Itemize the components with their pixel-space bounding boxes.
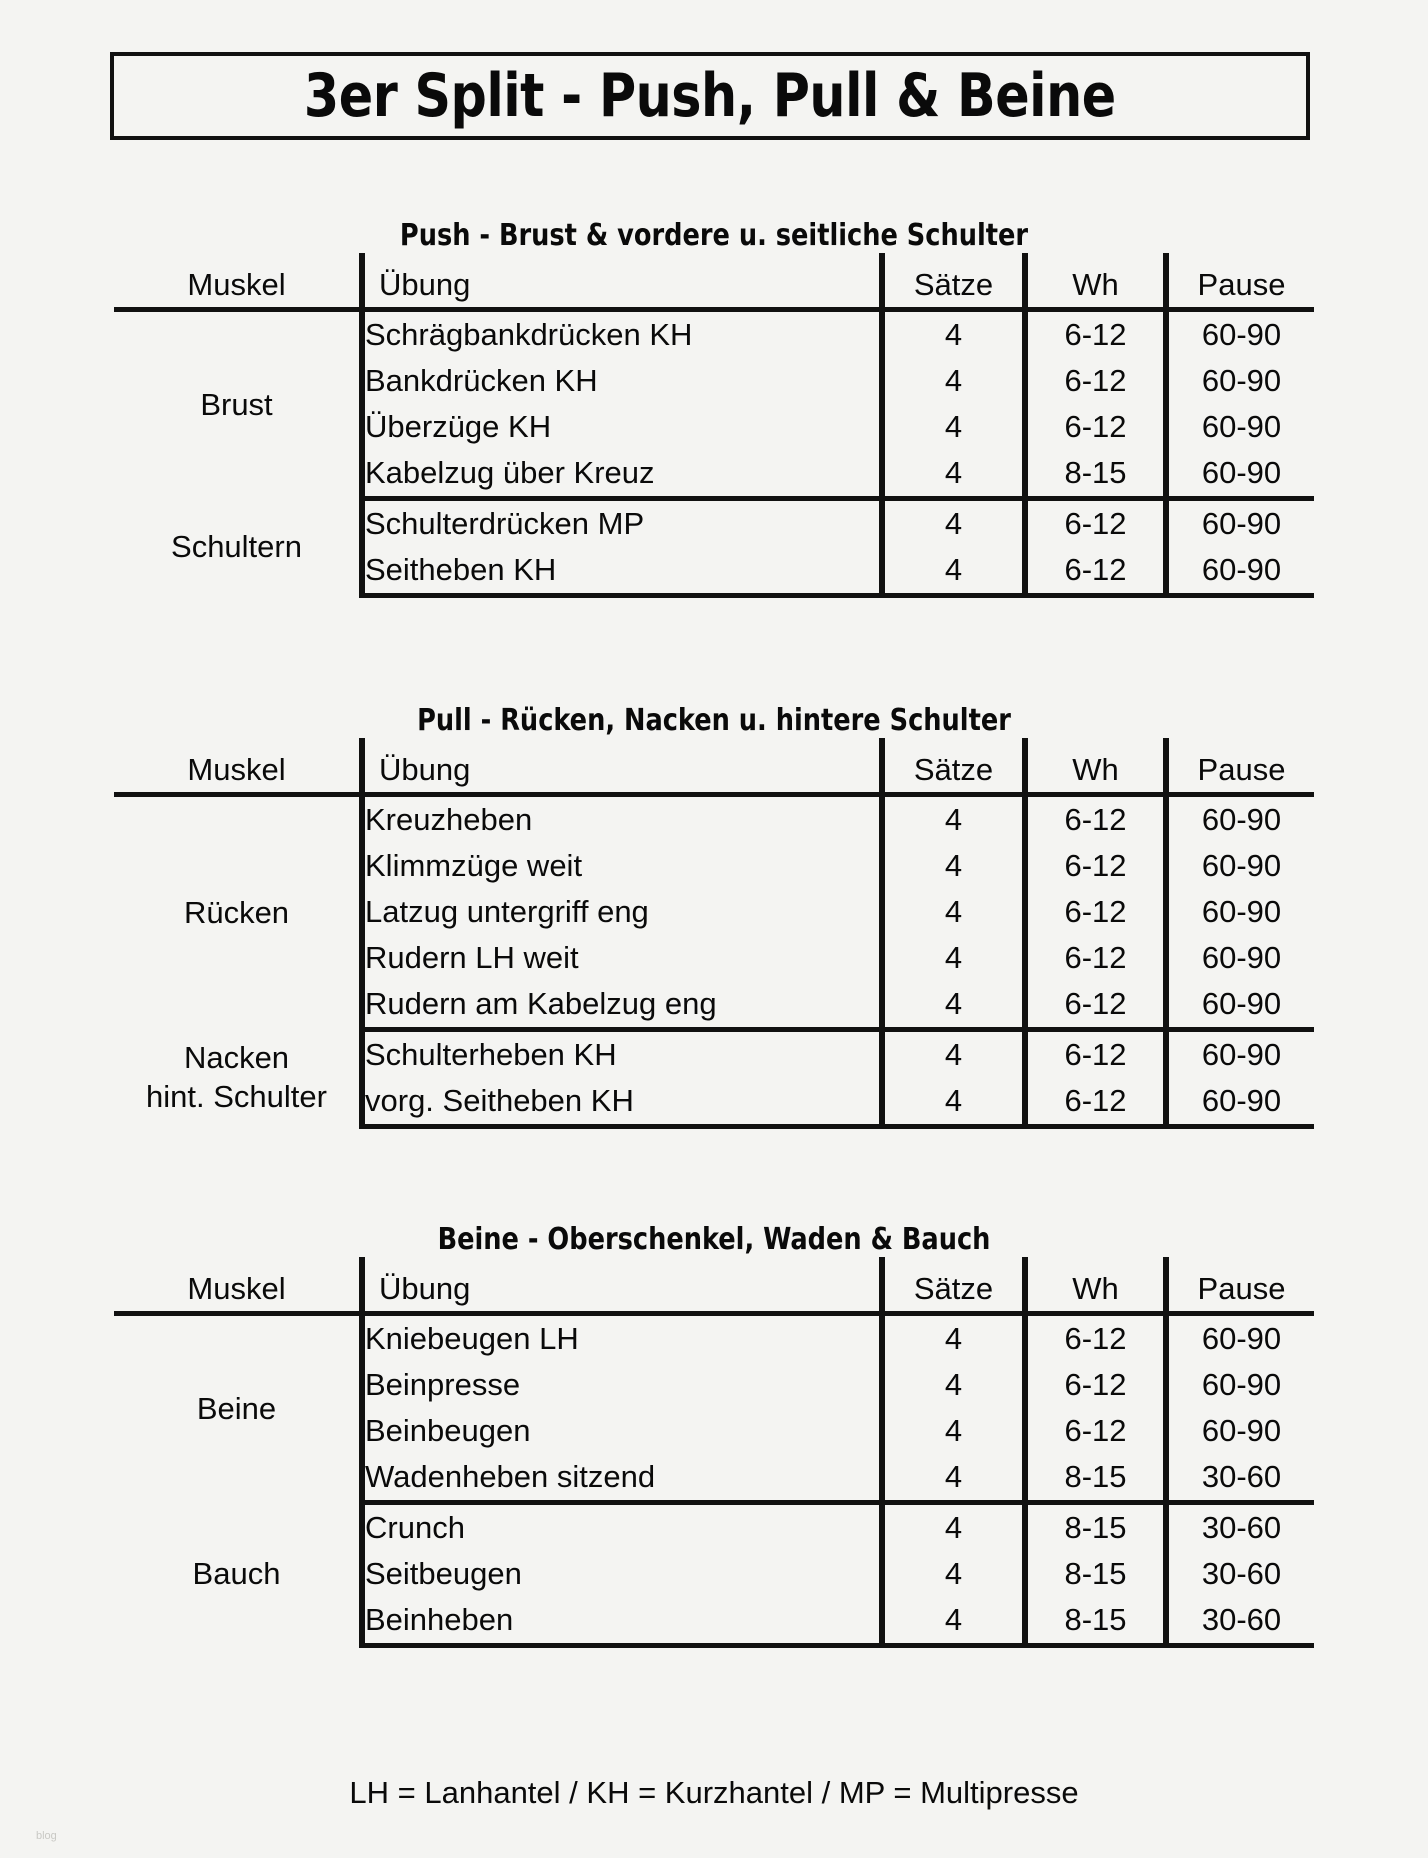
table-header-row: [114, 738, 1314, 795]
column-header-ubung: Übung: [362, 1257, 882, 1314]
rest-cell: 60-90: [1166, 310, 1314, 359]
column-header-ubung: Übung: [362, 738, 882, 795]
column-header-wh: Wh: [1025, 1257, 1166, 1314]
sets-cell: 4: [882, 1314, 1025, 1363]
rest-cell: 30-60: [1166, 1454, 1314, 1503]
column-header-muskel: Muskel: [114, 738, 362, 795]
reps-cell: 6-12: [1025, 358, 1166, 404]
sets-cell: 4: [882, 450, 1025, 499]
workout-table: [114, 1257, 1314, 1648]
exercise-cell: Beinheben: [362, 1597, 882, 1646]
rest-cell: 60-90: [1166, 843, 1314, 889]
section-1: [0, 218, 1428, 598]
page-title: 3er Split - Push, Pull & Beine: [304, 61, 1116, 131]
sets-cell: 4: [882, 795, 1025, 844]
workout-table: [114, 738, 1314, 1129]
column-header-muskel: Muskel: [114, 1257, 362, 1314]
column-header-wh: Wh: [1025, 738, 1166, 795]
reps-cell: 6-12: [1025, 404, 1166, 450]
rest-cell: 60-90: [1166, 358, 1314, 404]
sets-cell: 4: [882, 889, 1025, 935]
reps-cell: 8-15: [1025, 1551, 1166, 1597]
exercise-cell: Kreuzheben: [362, 795, 882, 844]
column-header-satze: Sätze: [882, 738, 1025, 795]
section-heading: Pull - Rücken, Nacken u. hintere Schulter: [417, 703, 1011, 738]
muscle-group-cell: Beine: [196, 1390, 277, 1426]
reps-cell: 6-12: [1025, 981, 1166, 1030]
table-row: [114, 1503, 1314, 1552]
rest-cell: 60-90: [1166, 935, 1314, 981]
reps-cell: 6-12: [1025, 843, 1166, 889]
muscle-group-cell: Bauch: [192, 1555, 281, 1591]
rest-cell: 60-90: [1166, 1078, 1314, 1127]
section-heading: Beine - Oberschenkel, Waden & Bauch: [437, 1222, 991, 1257]
muscle-group-cell: Schultern: [171, 528, 302, 564]
reps-cell: 8-15: [1025, 1454, 1166, 1503]
reps-cell: 6-12: [1025, 1408, 1166, 1454]
column-header-muskel: Muskel: [114, 253, 362, 310]
exercise-cell: Bankdrücken KH: [362, 358, 882, 404]
sets-cell: 4: [882, 547, 1025, 596]
reps-cell: 6-12: [1025, 935, 1166, 981]
sets-cell: 4: [882, 404, 1025, 450]
sets-cell: 4: [882, 935, 1025, 981]
table-row: [114, 1314, 1314, 1363]
exercise-cell: Schrägbankdrücken KH: [362, 310, 882, 359]
rest-cell: 60-90: [1166, 404, 1314, 450]
muscle-group-cell: Rücken: [183, 894, 290, 930]
rest-cell: 30-60: [1166, 1597, 1314, 1646]
reps-cell: 6-12: [1025, 1314, 1166, 1363]
exercise-cell: Wadenheben sitzend: [362, 1454, 882, 1503]
column-header-pause: Pause: [1166, 1257, 1314, 1314]
table-wrapper: [114, 738, 1314, 1129]
sets-cell: 4: [882, 1408, 1025, 1454]
rest-cell: 60-90: [1166, 450, 1314, 499]
rest-cell: 60-90: [1166, 1030, 1314, 1079]
sets-cell: 4: [882, 1597, 1025, 1646]
exercise-cell: Schulterdrücken MP: [362, 499, 882, 548]
rest-cell: 60-90: [1166, 499, 1314, 548]
sets-cell: 4: [882, 1362, 1025, 1408]
rest-cell: 60-90: [1166, 981, 1314, 1030]
sets-cell: 4: [882, 1454, 1025, 1503]
sets-cell: 4: [882, 981, 1025, 1030]
reps-cell: 8-15: [1025, 450, 1166, 499]
watermark: blog: [36, 1830, 57, 1842]
workout-table: [114, 253, 1314, 598]
rest-cell: 60-90: [1166, 889, 1314, 935]
reps-cell: 6-12: [1025, 1078, 1166, 1127]
section-2: [0, 703, 1428, 1129]
reps-cell: 6-12: [1025, 1030, 1166, 1079]
exercise-cell: Schulterheben KH: [362, 1030, 882, 1079]
exercise-cell: Kniebeugen LH: [362, 1314, 882, 1363]
sets-cell: 4: [882, 843, 1025, 889]
sets-cell: 4: [882, 1030, 1025, 1079]
rest-cell: 60-90: [1166, 547, 1314, 596]
column-header-pause: Pause: [1166, 253, 1314, 310]
table-row: [114, 1030, 1314, 1079]
column-header-ubung: Übung: [362, 253, 882, 310]
exercise-cell: Latzug untergriff eng: [362, 889, 882, 935]
column-header-satze: Sätze: [882, 1257, 1025, 1314]
sets-cell: 4: [882, 1078, 1025, 1127]
reps-cell: 6-12: [1025, 547, 1166, 596]
column-header-satze: Sätze: [882, 253, 1025, 310]
legend-text: LH = Lanhantel / KH = Kurzhantel / MP = Multipresse: [349, 1775, 1079, 1810]
reps-cell: 8-15: [1025, 1597, 1166, 1646]
table-wrapper: [114, 1257, 1314, 1648]
reps-cell: 6-12: [1025, 1362, 1166, 1408]
rest-cell: 60-90: [1166, 795, 1314, 844]
reps-cell: 8-15: [1025, 1503, 1166, 1552]
rest-cell: 30-60: [1166, 1551, 1314, 1597]
column-header-wh: Wh: [1025, 253, 1166, 310]
rest-cell: 60-90: [1166, 1408, 1314, 1454]
sets-cell: 4: [882, 1503, 1025, 1552]
exercise-cell: Überzüge KH: [362, 404, 882, 450]
reps-cell: 6-12: [1025, 310, 1166, 359]
sets-cell: 4: [882, 1551, 1025, 1597]
section-heading: Push - Brust & vordere u. seitliche Schulter: [399, 218, 1029, 253]
section-3: [0, 1222, 1428, 1648]
rest-cell: 60-90: [1166, 1314, 1314, 1363]
rest-cell: 30-60: [1166, 1503, 1314, 1552]
exercise-cell: vorg. Seitheben KH: [362, 1078, 882, 1127]
exercise-cell: Seitbeugen: [362, 1551, 882, 1597]
exercise-cell: Rudern LH weit: [362, 935, 882, 981]
exercise-cell: Klimmzüge weit: [362, 843, 882, 889]
table-header-row: [114, 253, 1314, 310]
column-header-pause: Pause: [1166, 738, 1314, 795]
exercise-cell: Beinbeugen: [362, 1408, 882, 1454]
table-row: [114, 795, 1314, 844]
sets-cell: 4: [882, 358, 1025, 404]
exercise-cell: Rudern am Kabelzug eng: [362, 981, 882, 1030]
sets-cell: 4: [882, 499, 1025, 548]
rest-cell: 60-90: [1166, 1362, 1314, 1408]
plan-title-box: [110, 52, 1310, 140]
table-wrapper: [114, 253, 1314, 598]
exercise-cell: Beinpresse: [362, 1362, 882, 1408]
exercise-cell: Seitheben KH: [362, 547, 882, 596]
reps-cell: 6-12: [1025, 795, 1166, 844]
table-header-row: [114, 1257, 1314, 1314]
sets-cell: 4: [882, 310, 1025, 359]
exercise-cell: Crunch: [362, 1503, 882, 1552]
muscle-group-cell: Nacken hint. Schulter: [146, 1040, 327, 1114]
muscle-group-cell: Brust: [200, 386, 273, 422]
reps-cell: 6-12: [1025, 499, 1166, 548]
reps-cell: 6-12: [1025, 889, 1166, 935]
table-row: [114, 310, 1314, 359]
table-row: [114, 499, 1314, 548]
exercise-cell: Kabelzug über Kreuz: [362, 450, 882, 499]
